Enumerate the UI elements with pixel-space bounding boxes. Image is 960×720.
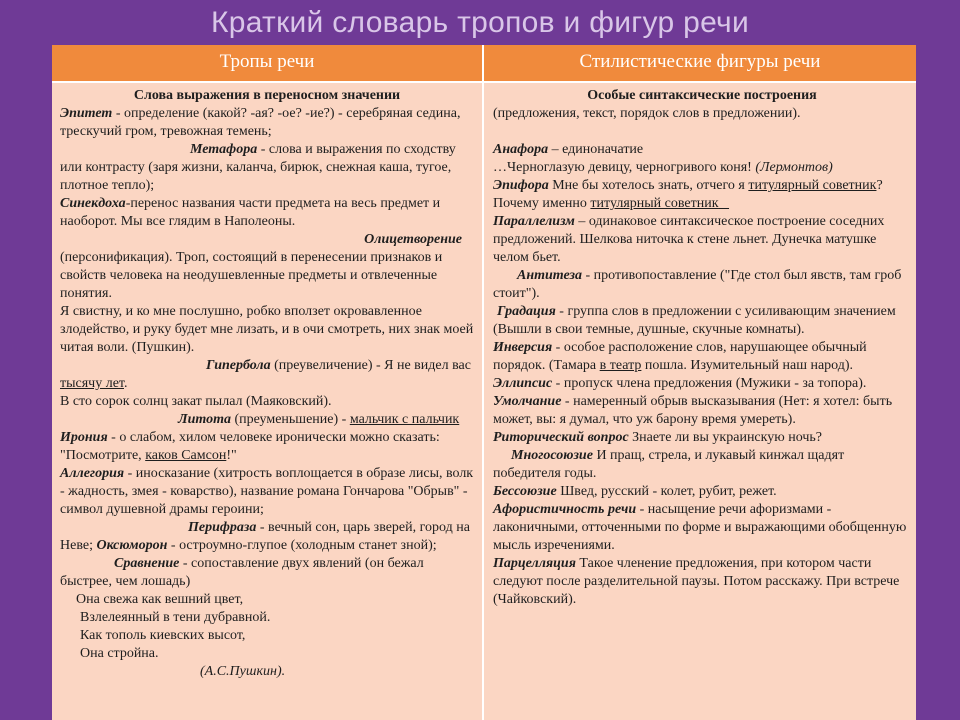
entry-periphrasis: Перифраза - вечный сон, царь зверей, город на Неве; Оксюморон - остроумно-глупое (холодным станет зной);Сравнение - сопоставление двух явлений (он бежал быстрее, чем лошадь): [60, 520, 470, 589]
poem-line-3: Как тополь киевских высот,: [80, 628, 246, 643]
term-anaphora: Анафора: [493, 142, 549, 157]
column-divider: [482, 45, 484, 720]
entry-epiphora: Эпифора Мне бы хотелось знать, отчего я титулярный советник? Почему именно титулярный советник: [493, 178, 883, 211]
term-oxymoron: Оксюморон: [96, 538, 168, 553]
entry-synecdoche: Синекдоха-перенос названия части предмета на весь предмет и наоборот. Мы все глядим в Наполеоны.: [60, 196, 441, 229]
figures-subtitle-note: (предложения, текст, порядок слов в предложении).: [493, 106, 801, 121]
entry-irony: Ирония - о слабом, хилом человеке иронически можно сказать: "Посмотрите, каков Самсон!": [60, 430, 440, 463]
term-asyndeton: Бессоюзие: [493, 484, 557, 499]
term-epithet: Эпитет: [60, 106, 113, 121]
poem-line-1: Она свежа как вешний цвет,: [76, 592, 244, 607]
tropes-column: [60, 87, 474, 681]
hyperbole-example-link: тысячу лет: [60, 376, 124, 391]
entry-parcellation: Парцелляция Такое членение предложения, при котором части следуют после разделительной паузы. Потом расскажу. При встрече (Чайковский).: [493, 556, 900, 607]
term-gradation: Градация: [497, 304, 556, 319]
entry-litotes: Литота (преуменьшение) - мальчик с пальчик: [178, 412, 460, 427]
term-comparison: Сравнение: [114, 556, 180, 571]
terms-table: [52, 45, 916, 720]
term-aphorism: Афористичность речи: [493, 502, 637, 517]
poem-line-2: Взлелеянный в тени дубравной.: [80, 610, 271, 625]
figures-column: [493, 87, 911, 609]
term-parallelism: Параллелизм: [493, 214, 575, 229]
anaphora-example: …Черноглазую девицу, черногривого коня! (Лермонтов): [493, 160, 833, 175]
table-header: [52, 45, 916, 81]
term-synecdoche: Синекдоха: [60, 196, 126, 211]
poem-line-4: Она стройна.: [80, 646, 159, 661]
hyperbole-example: В сто сорок солнц закат пылал (Маяковский).: [60, 394, 332, 409]
page-title: Краткий словарь тропов и фигур речи: [210, 6, 750, 39]
term-rhetorical-question: Риторический вопрос: [493, 430, 629, 445]
term-parcellation: Парцелляция: [493, 556, 576, 571]
header-tropes: Тропы речи: [219, 51, 315, 72]
entry-ellipsis: Эллипсис - пропуск члена предложения (Мужики - за топора).: [493, 376, 867, 391]
entry-anaphora: Анафора – единоначатие: [493, 142, 644, 157]
entry-inversion: Инверсия - особое расположение слов, нарушающее обычный порядок. (Тамара в театр пошла. Изумительный наш народ).: [493, 340, 867, 373]
figures-subtitle: Особые синтаксические построения: [587, 88, 817, 103]
term-allegory: Аллегория: [60, 466, 125, 481]
term-irony: Ирония: [60, 430, 108, 445]
entry-metaphor: Метафора - слова и выражения по сходству или контрасту (заря жизни, каланча, бирюк, снежная каша, тугое, плотное тепло);: [60, 142, 456, 193]
irony-example-link: каков Самсон: [145, 448, 227, 463]
entry-gradation: Градация - группа слов в предложении с усиливающим значением (Вышли в свои темные, душные, скучные комнаты).: [493, 304, 896, 337]
term-polysyndeton: Многосоюзие: [511, 448, 593, 463]
header-divider: [52, 81, 916, 83]
term-aposiopesis: Умолчание: [493, 394, 562, 409]
entry-parallelism: Параллелизм – одинаковое синтаксическое построение соседних предложений. Шелкова ниточка к стене льнет. Дунечка матушке челом бьет.: [493, 214, 885, 265]
header-figures: Стилистические фигуры речи: [579, 51, 821, 72]
entry-rhetorical: Риторический вопрос Знаете ли вы украинскую ночь?: [493, 430, 822, 445]
poem-signature: (А.С.Пушкин).: [200, 664, 286, 679]
term-personification: Олицетворение: [364, 232, 462, 247]
entry-antithesis: Антитеза - противопоставление ("Где стол был явств, там гроб стоит").: [493, 268, 902, 301]
term-ellipsis: Эллипсис: [493, 376, 553, 391]
entry-hyperbole: Гипербола (преувеличение) - Я не видел вас тысячу лет.: [60, 358, 471, 391]
term-metaphor: Метафора: [190, 142, 258, 157]
entry-personification: (персонификация). Троп, состоящий в перенесении признаков и свойств человека на неодушевленные предметы и отвлеченные понятия.: [60, 250, 443, 301]
litotes-example-link: мальчик с пальчик: [349, 412, 460, 427]
term-antithesis: Антитеза: [517, 268, 582, 283]
term-inversion: Инверсия: [493, 340, 553, 355]
term-hyperbole: Гипербола: [206, 358, 271, 373]
entry-allegory: Аллегория - иносказание (хитрость воплощается в образе лисы, волк - жадность, змея - коварство), название романа Гончарова "Обрыв" - символ душевной драмы героини;: [60, 466, 474, 517]
term-litotes: Литота: [178, 412, 231, 427]
tropes-subtitle: Слова выражения в переносном значении: [133, 88, 401, 103]
entry-aposiopesis: Умолчание - намеренный обрыв высказывания (Нет: я хотел: быть может, вы: я думал, что уж барону время умереть).: [493, 394, 893, 427]
term-epiphora: Эпифора: [493, 178, 549, 193]
entry-polysyndeton: Многосоюзие И пращ, стрела, и лукавый кинжал щадят победителя годы.: [493, 448, 845, 481]
entry-aphorism: Афористичность речи - насыщение речи афоризмами - лаконичными, отточенными по форме и выражающими обобщенную мысль изречениями.: [493, 502, 907, 553]
entry-asyndeton: Бессоюзие Швед, русский - колет, рубит, режет.: [493, 484, 777, 499]
personification-example: Я свистну, и ко мне послушно, робко вползет окровавленное злодейство, и руку будет мне лизать, и в очи смотреть, них знак моей читая воли. (Пушкин).: [60, 304, 474, 355]
term-periphrasis: Перифраза: [188, 520, 257, 535]
entry-epithet: Эпитет - определение (какой? -ая? -ое? -ие?) - серебряная седина, трескучий гром, тревожная темень;: [60, 106, 461, 139]
